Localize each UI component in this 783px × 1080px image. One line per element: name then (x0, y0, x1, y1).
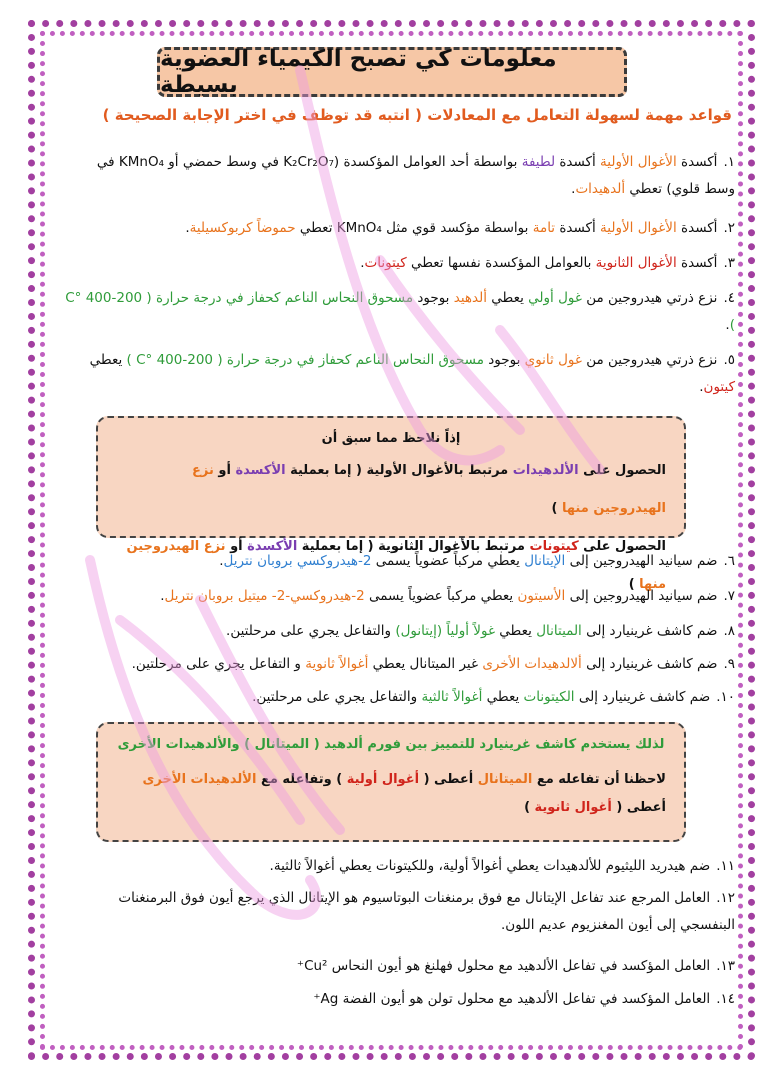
highlighted-term: ألدهيد (453, 290, 487, 306)
item-number: ٥. (723, 352, 735, 368)
text-segment: ضم سيانيد الهيدروجين إلى (565, 588, 718, 604)
text-segment: مرتبط بالأغوال الأولية ( إما بعملية (285, 463, 513, 478)
text-segment: ضم سيانيد الهيدروجين إلى (565, 553, 718, 569)
item-number: ٣. (723, 255, 735, 271)
highlighted-term: 2-هيدروكسي-2- ميتيل بروبان نتريل (164, 588, 365, 604)
highlighted-term: غول ثانوي (524, 352, 582, 368)
text-segment: أكسدة (676, 220, 718, 236)
item-number: ١٢. (716, 890, 735, 906)
text-segment: . (360, 255, 365, 271)
page-title: معلومات كي تصبح الكيمياء العضوية بسيطة (160, 46, 557, 98)
item-number: ٦. (723, 553, 735, 569)
text-segment: ضم كاشف غرينيارد إلى (581, 623, 718, 639)
highlighted-term: أغوال أولية (346, 772, 420, 787)
box2-heading: لذلك يستخدم كاشف غرينيارد للتمييز بين فورم ألدهيد ( الميتانال ) والألدهيدات الأخرى (117, 737, 665, 752)
text-segment: يعطي (486, 290, 529, 306)
item-number: ٧. (723, 588, 735, 604)
item-number: ٢. (723, 220, 735, 236)
text-segment: مرتبط بالأغوال الثانوية ( إما بعملية (297, 539, 530, 554)
highlighted-term: الأسيتون (517, 588, 566, 604)
text-segment: أكسدة (676, 154, 718, 170)
highlighted-term: الأغوال الأولية (600, 154, 677, 170)
item-number: ١٣. (716, 958, 735, 974)
watermark-stroke (300, 70, 500, 460)
highlighted-term: ألدهيدات (575, 181, 626, 197)
text-segment: ) وتفاعله مع (256, 772, 347, 787)
highlighted-term: الأكسدة (235, 463, 286, 478)
highlighted-term: مسحوق النحاس الناعم كحفاز في درجة حرارة ( 200-400 °C ) (126, 352, 484, 368)
text-segment: نزع ذرتي هيدروجين من (581, 290, 718, 306)
highlighted-term: أغوالاً ثانوية (305, 656, 369, 672)
highlighted-term: كيتون (703, 379, 735, 395)
text-segment: أكسدة (676, 255, 718, 271)
text-segment: يعطي مركباً عضوياً يسمى (364, 588, 518, 604)
text-segment: يعطي مركباً عضوياً يسمى (371, 553, 525, 569)
watermark-stroke (120, 620, 300, 820)
text-segment: . (160, 588, 165, 604)
highlighted-term: الألدهيدات (512, 463, 579, 478)
highlighted-term: الأغوال الأولية (600, 220, 677, 236)
highlighted-term: نزع الهيدروجين منها (126, 539, 666, 592)
highlighted-term: الكيتونات (523, 689, 575, 705)
text-segment: . (699, 379, 704, 395)
item-number: ١٠. (716, 689, 735, 705)
item-number: ١. (723, 154, 735, 170)
highlighted-term: غول أولي (528, 290, 582, 306)
text-segment: أو (225, 539, 248, 554)
watermark-stroke (500, 330, 600, 470)
highlighted-term: الميتانال (477, 772, 533, 787)
highlighted-term: الميتانال (536, 623, 582, 639)
section-heading: قواعد مهمة لسهولة التعامل مع المعادلات ( انتبه قد توظف في اختر الإجابة الصحيحة ) (102, 106, 732, 124)
item-text: العامل المرجع عند تفاعل الإيتانال مع فوق برمنغنات البوتاسيوم هو الإيتانال الذي يرجع أيون فوق البرمنغنات البنفسجي إلى أيون المغنزيوم عديم اللون. (118, 890, 735, 933)
text-segment: الحصول على (578, 539, 666, 554)
highlighted-term: ألالدهيدات الأخرى (482, 656, 582, 672)
text-segment: الحصول على (578, 463, 666, 478)
text-segment: يعطي (89, 352, 127, 368)
text-segment: أكسدة (555, 154, 601, 170)
text-segment: يعطي (495, 623, 537, 639)
text-segment: بواسطة مؤكسد قوي مثل KMnO₄ تعطي (295, 220, 533, 236)
item-number: ٩. (723, 656, 735, 672)
highlighted-term: نزع الهيدروجين منها (192, 463, 666, 516)
text-segment: ضم كاشف غرينيارد إلى (581, 656, 718, 672)
text-segment: والتفاعل يجري على مرحلتين. (252, 689, 422, 705)
highlighted-term: تامة (532, 220, 556, 236)
text-segment: . (571, 181, 576, 197)
text-segment: و التفاعل يجري على مرحلتين. (131, 656, 306, 672)
highlighted-term: كيتونات (529, 539, 579, 554)
text-segment: أعطى ( (611, 800, 666, 815)
text-segment: . (725, 317, 730, 333)
text-segment: ) (628, 577, 640, 592)
highlighted-term: أغوالاً ثالثية (421, 689, 483, 705)
item-text: ضم هيدريد الليثيوم للألدهيدات يعطي أغوالاً أولية، وللكيتونات يعطي أغوالاً ثالثية. (269, 858, 711, 874)
text-segment: بواسطة أحد العوامل المؤكسدة (K₂Cr₂O₇ في وسط حمضي أو KMnO₄ في وسط قلوي) تعطي (96, 154, 735, 197)
text-segment: بوجود (483, 352, 525, 368)
item-number: ١١. (716, 858, 735, 874)
item-text: العامل المؤكسد في تفاعل الألدهيد مع محلول تولن هو أيون الفضة Ag⁺ (313, 991, 711, 1007)
text-segment: ضم كاشف غرينيارد إلى (574, 689, 711, 705)
text-segment: نزع ذرتي هيدروجين من (581, 352, 718, 368)
text-segment: بالعوامل المؤكسدة نفسها تعطي (406, 255, 596, 271)
highlighted-term: حموضاً كربوكسيلية (189, 220, 296, 236)
text-segment: . (219, 553, 224, 569)
highlighted-term: الأكسدة (247, 539, 298, 554)
item-number: ٤. (723, 290, 735, 306)
text-segment: ) (551, 501, 562, 516)
item-number: ١٤. (716, 991, 735, 1007)
text-segment: والتفاعل يجري على مرحلتين. (226, 623, 396, 639)
highlighted-term: 2-هيدروكسي بروبان نتريل (223, 553, 372, 569)
item-number: ٨. (723, 623, 735, 639)
highlighted-term: الإيتانال (524, 553, 566, 569)
item-text: العامل المؤكسد في تفاعل الألدهيد مع محلول فهلنغ هو أيون النحاس Cu²⁺ (296, 958, 711, 974)
text-segment: يعطي (482, 689, 524, 705)
highlighted-term: غولاً أولياً (إيتانول) (395, 623, 496, 639)
box1-heading: إذاً نلاحظ مما سبق أن (321, 431, 461, 446)
text-segment: بوجود (413, 290, 454, 306)
text-segment: . (185, 220, 190, 236)
highlighted-term: كيتونات (364, 255, 407, 271)
highlighted-term: مسحوق النحاس الناعم كحفاز في درجة حرارة ( 200-400 °C ) (65, 290, 735, 333)
highlighted-term: أغوال ثانوية (534, 800, 612, 815)
text-segment: أكسدة (555, 220, 601, 236)
text-segment: غير الميتانال يعطي (368, 656, 483, 672)
highlighted-term: لطيفة (521, 154, 556, 170)
text-segment: أعطى ( (419, 772, 478, 787)
text-segment: أو (213, 463, 236, 478)
text-segment: لاحظنا أن تفاعله مع (532, 772, 666, 787)
text-segment: ) (524, 800, 535, 815)
highlighted-term: الألدهيدات الأخرى (142, 772, 257, 787)
highlighted-term: الأغوال الثانوية (595, 255, 677, 271)
